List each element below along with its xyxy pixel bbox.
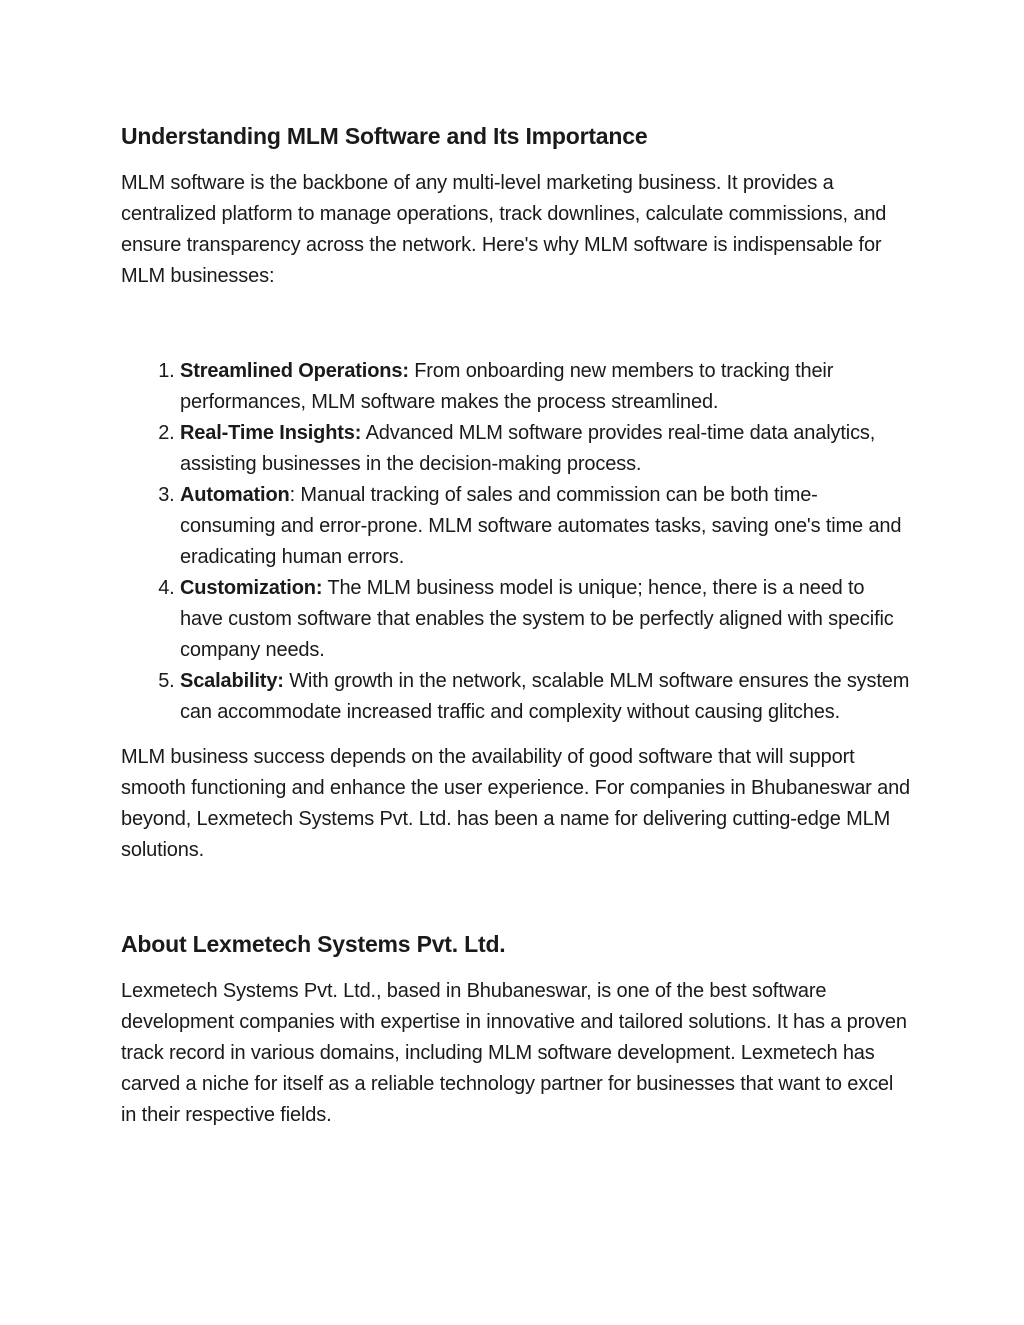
list-item-term: Automation [180, 484, 290, 506]
about-paragraph: Lexmetech Systems Pvt. Ltd., based in Bhubaneswar, is one of the best software development companies with expertise in innovative and tailored solutions. It has a proven track record in various domains, including MLM software development. Lexmetech has carved a niche for itself as a reliable technology partner for businesses that want to excel in their respective fields. [121, 980, 907, 1126]
list-item-term: Streamlined Operations: [180, 360, 409, 382]
list-item-text: Advanced MLM software provides real-time data analytics, assisting businesses in the decision-making process. [180, 422, 876, 475]
document-page [121, 118, 911, 1131]
list-item [180, 418, 911, 480]
section-heading-about: About Lexmetech Systems Pvt. Ltd. [121, 931, 506, 957]
benefits-list [121, 356, 911, 728]
list-item-text: : Manual tracking of sales and commission can be both time-consuming and error-prone. MLM software automates tasks, saving one's time and eradicating human errors. [180, 484, 902, 568]
list-item [180, 480, 911, 573]
list-item-term: Customization: [180, 577, 323, 599]
list-item [180, 666, 911, 728]
list-item [180, 356, 911, 418]
list-item-text: From onboarding new members to tracking their performances, MLM software makes the process streamlined. [180, 360, 834, 413]
section-heading-mlm-importance: Understanding MLM Software and Its Importance [121, 123, 648, 149]
intro-paragraph: MLM software is the backbone of any multi-level marketing business. It provides a centralized platform to manage operations, track downlines, calculate commissions, and ensure transparency across the network. Here's why MLM software is indispensable for MLM businesses: [121, 172, 887, 287]
list-item [180, 573, 911, 666]
list-item-term: Real-Time Insights: [180, 422, 362, 444]
list-item-text: With growth in the network, scalable MLM software ensures the system can accommodate increased traffic and complexity without causing glitches. [180, 670, 910, 723]
list-item-text: The MLM business model is unique; hence, there is a need to have custom software that enables the system to be perfectly aligned with specific company needs. [180, 577, 894, 661]
closing-paragraph: MLM business success depends on the availability of good software that will support smooth functioning and enhance the user experience. For companies in Bhubaneswar and beyond, Lexmetech Systems Pvt. Ltd. has been a name for delivering cutting-edge MLM solutions. [121, 746, 911, 861]
list-item-term: Scalability: [180, 670, 284, 692]
